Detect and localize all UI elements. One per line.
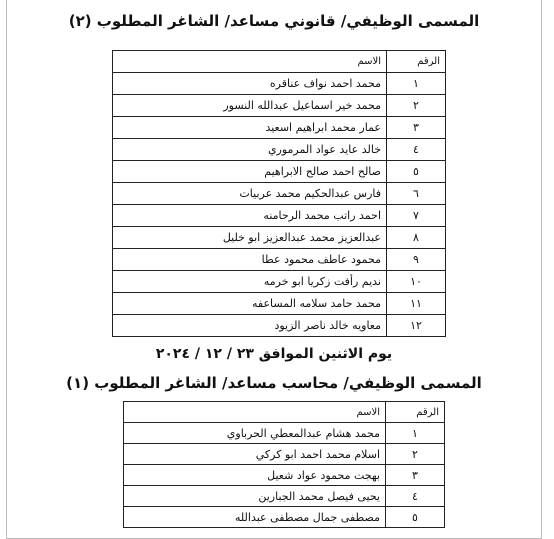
header-num: الرقم bbox=[386, 402, 445, 423]
table-header-row bbox=[124, 402, 445, 423]
row-number: ٢ bbox=[387, 95, 446, 117]
row-number: ١ bbox=[387, 73, 446, 95]
row-name: مصطفى جمال مصطفى عبدالله bbox=[124, 507, 386, 528]
table-row bbox=[124, 486, 445, 507]
row-number: ٨ bbox=[387, 227, 446, 249]
row-name: محمود عاطف محمود عطا bbox=[113, 249, 387, 271]
header-name: الاسم bbox=[124, 402, 386, 423]
table-row bbox=[113, 139, 446, 161]
row-number: ٥ bbox=[387, 161, 446, 183]
row-name: محمد خير اسماعيل عبدالله النسور bbox=[113, 95, 387, 117]
table-row bbox=[113, 293, 446, 315]
section1-title: المسمى الوظيفي/ قانوني مساعد/ الشاغر المطلوب (٢) bbox=[68, 12, 480, 30]
table-row bbox=[124, 423, 445, 444]
row-name: يحيى فيصل محمد الجبارين bbox=[124, 486, 386, 507]
row-name: صالح احمد صالح الابراهيم bbox=[113, 161, 387, 183]
row-number: ١١ bbox=[387, 293, 446, 315]
table-row bbox=[113, 161, 446, 183]
row-name: اسلام محمد احمد ابو كركي bbox=[124, 444, 386, 465]
row-number: ٣ bbox=[387, 117, 446, 139]
row-name: محمد هشام عبدالمعطي الحرباوي bbox=[124, 423, 386, 444]
row-number: ٩ bbox=[387, 249, 446, 271]
row-name: عبدالعزيز محمد عبدالعزيز ابو خليل bbox=[113, 227, 387, 249]
row-number: ٥ bbox=[386, 507, 445, 528]
row-name: معاويه خالد ناصر الزيود bbox=[113, 315, 387, 337]
row-name: محمد حامد سلامه المساعفه bbox=[113, 293, 387, 315]
table-row bbox=[124, 507, 445, 528]
table-row bbox=[113, 95, 446, 117]
table-row bbox=[113, 315, 446, 337]
table-row bbox=[113, 183, 446, 205]
row-name: محمد احمد نواف عناقره bbox=[113, 73, 387, 95]
row-number: ١ bbox=[386, 423, 445, 444]
row-name: بهجت محمود عواد شعيل bbox=[124, 465, 386, 486]
row-number: ٢ bbox=[386, 444, 445, 465]
table-row bbox=[113, 205, 446, 227]
row-number: ١٠ bbox=[387, 271, 446, 293]
row-name: عمار محمد ابراهيم اسعيد bbox=[113, 117, 387, 139]
table-row bbox=[124, 465, 445, 486]
row-name: نديم رأفت زكريا ابو خرمه bbox=[113, 271, 387, 293]
section2-table bbox=[123, 401, 445, 528]
row-number: ٧ bbox=[387, 205, 446, 227]
date-heading: يوم الاثنين الموافق ٢٣ / ١٢ / ٢٠٢٤ bbox=[155, 346, 393, 362]
table-row bbox=[113, 249, 446, 271]
table-row bbox=[113, 73, 446, 95]
row-name: احمد راتب محمد الرحامنه bbox=[113, 205, 387, 227]
row-number: ٣ bbox=[386, 465, 445, 486]
header-num: الرقم bbox=[387, 51, 446, 73]
row-name: خالد عايد عواد المرموري bbox=[113, 139, 387, 161]
section2-title: المسمى الوظيفي/ محاسب مساعد/ الشاغر المطلوب (١) bbox=[66, 374, 482, 392]
table-header-row bbox=[113, 51, 446, 73]
row-number: ٤ bbox=[386, 486, 445, 507]
table-row bbox=[113, 271, 446, 293]
header-name: الاسم bbox=[113, 51, 387, 73]
row-number: ٤ bbox=[387, 139, 446, 161]
row-number: ٦ bbox=[387, 183, 446, 205]
row-name: فارس عبدالحكيم محمد عربيات bbox=[113, 183, 387, 205]
table-row bbox=[124, 444, 445, 465]
section1-table bbox=[112, 50, 446, 337]
table-row bbox=[113, 227, 446, 249]
table-row bbox=[113, 117, 446, 139]
row-number: ١٢ bbox=[387, 315, 446, 337]
document-page bbox=[6, 0, 542, 539]
